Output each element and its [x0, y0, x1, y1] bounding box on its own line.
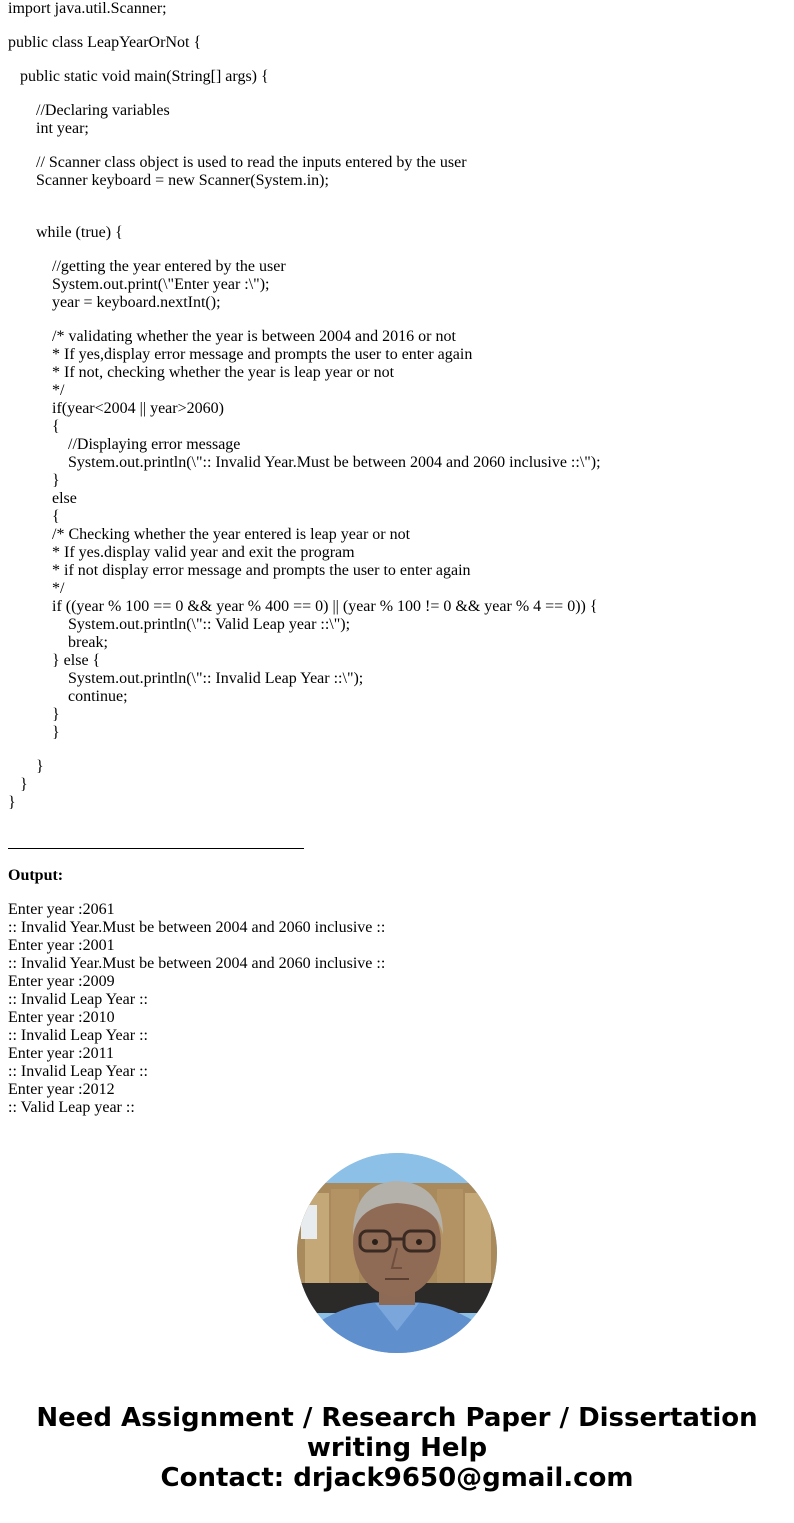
contact-banner [0, 1403, 794, 1493]
code-comment: * If not, checking whether the year is leap year or not [52, 364, 395, 381]
program-output [8, 901, 385, 1117]
code-comment: // Scanner class object is used to read the inputs entered by the user [36, 154, 467, 171]
code-line: break; [68, 634, 108, 651]
code-comment: //Displaying error message [68, 436, 241, 453]
code-line: while (true) { [36, 224, 123, 241]
code-comment: /* validating whether the year is between 2004 and 2016 or not [52, 328, 456, 345]
code-line: Scanner keyboard = new Scanner(System.in); [36, 172, 329, 189]
code-comment: /* Checking whether the year entered is leap year or not [52, 526, 411, 543]
output-line: :: Valid Leap year :: [8, 1099, 135, 1116]
output-line: Enter year :2011 [8, 1045, 115, 1062]
code-line: } [52, 724, 60, 741]
code-line: { [52, 418, 60, 435]
code-line: continue; [68, 688, 128, 705]
output-heading: Output: [8, 867, 64, 884]
output-line: Enter year :2012 [8, 1081, 115, 1098]
code-comment: */ [52, 382, 65, 399]
code-line: } [52, 706, 60, 723]
code-line: } else { [52, 652, 101, 669]
code-comment: //getting the year entered by the user [52, 258, 286, 275]
code-line: else [52, 490, 77, 507]
code-comment: * if not display error message and prompts the user to enter again [52, 562, 471, 579]
code-line: year = keyboard.nextInt(); [52, 294, 221, 311]
output-line: :: Invalid Leap Year :: [8, 1027, 148, 1044]
portrait-illustration [297, 1153, 497, 1353]
output-line: :: Invalid Year.Must be between 2004 and 2060 inclusive :: [8, 919, 386, 936]
code-comment: */ [52, 580, 65, 597]
code-line: } [20, 776, 28, 793]
code-comment: * If yes,display error message and prompts the user to enter again [52, 346, 473, 363]
code-line: { [52, 508, 60, 525]
code-comment: * If yes.display valid year and exit the program [52, 544, 355, 561]
code-line: } [52, 472, 60, 489]
code-line: } [8, 794, 16, 811]
code-line: if(year<2004 || year>2060) [52, 400, 224, 417]
horizontal-divider [8, 848, 304, 849]
output-line: :: Invalid Leap Year :: [8, 991, 148, 1008]
code-line: import java.util.Scanner; [8, 0, 167, 17]
author-photo [297, 1153, 497, 1353]
output-line: Enter year :2010 [8, 1009, 115, 1026]
code-line: System.out.println(\":: Invalid Leap Year ::\"); [68, 670, 364, 687]
code-line: System.out.println(\":: Valid Leap year ::\"); [68, 616, 351, 633]
promo-contact-email: Contact: drjack9650@gmail.com [160, 1463, 634, 1493]
promo-line-1: Need Assignment / Research Paper / Dissertation [36, 1403, 758, 1433]
code-line: System.out.println(\":: Invalid Year.Must be between 2004 and 2060 inclusive ::\"); [68, 454, 601, 471]
output-line: Enter year :2001 [8, 937, 115, 954]
code-line: public static void main(String[] args) { [20, 68, 269, 85]
output-line: Enter year :2009 [8, 973, 115, 990]
output-line: :: Invalid Year.Must be between 2004 and 2060 inclusive :: [8, 955, 386, 972]
promo-line-2: writing Help [306, 1433, 488, 1463]
code-line: int year; [36, 120, 89, 137]
code-line: if ((year % 100 == 0 && year % 400 == 0) || (year % 100 != 0 && year % 4 == 0)) { [52, 598, 598, 615]
code-line: System.out.print(\"Enter year :\"); [52, 276, 270, 293]
code-line: } [36, 758, 44, 775]
output-line: :: Invalid Leap Year :: [8, 1063, 148, 1080]
code-line: public class LeapYearOrNot { [8, 34, 202, 51]
output-line: Enter year :2061 [8, 901, 115, 918]
java-code-block [8, 0, 788, 812]
code-comment: //Declaring variables [36, 102, 170, 119]
